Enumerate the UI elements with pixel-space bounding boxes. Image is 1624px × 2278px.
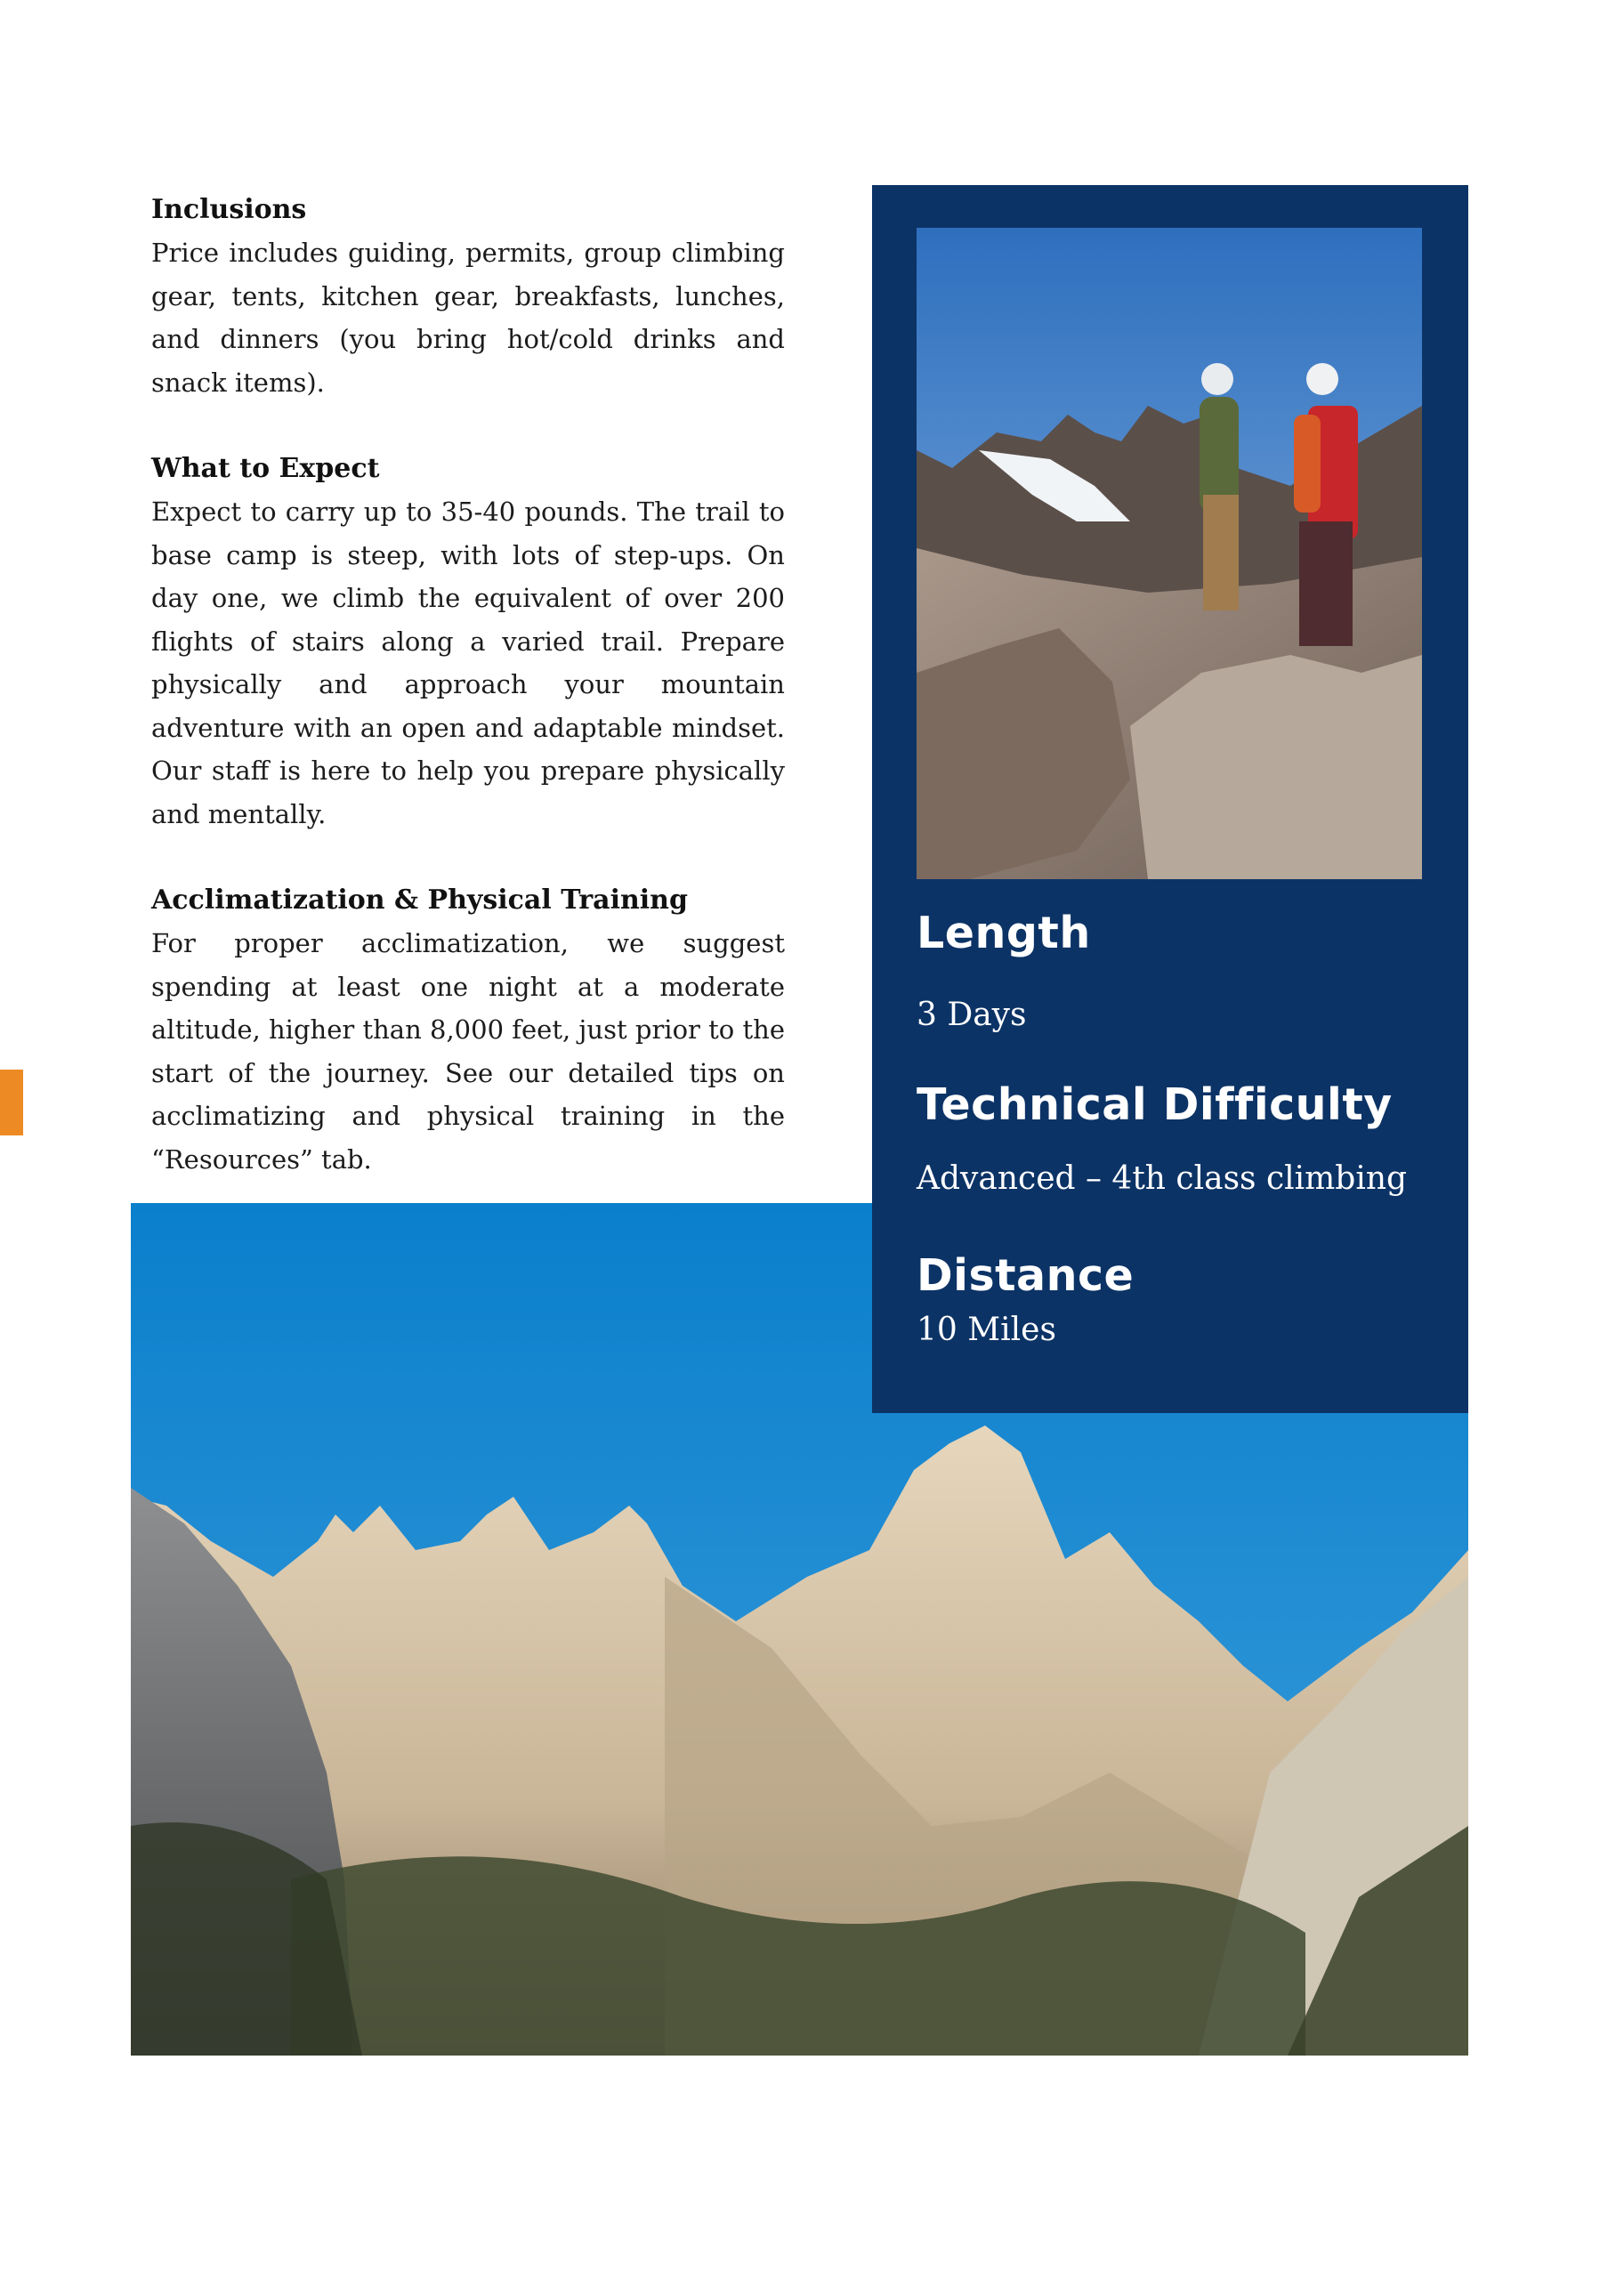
technical-difficulty-value: Advanced – 4th class climbing	[917, 1160, 1408, 1197]
length-value: 3 Days	[917, 997, 1027, 1033]
trip-details-text-column	[151, 189, 785, 1224]
inclusions-section	[151, 189, 785, 404]
acclimatization-body: For proper acclimatization, we suggest spending at least one night at a moderate altitude, higher than 8,000 feet, just prior to the start of the journey. See our detailed tips on acclimatizing and physical training in the “Resources” tab.	[151, 928, 785, 1175]
what-to-expect-section	[151, 448, 785, 836]
trip-stats-panel	[872, 185, 1468, 1413]
inclusions-heading: Inclusions	[151, 194, 307, 225]
what-to-expect-heading: What to Expect	[151, 453, 380, 484]
length-label: Length	[917, 908, 1091, 958]
acclimatization-section	[151, 879, 785, 1181]
what-to-expect-body: Expect to carry up to 35-40 pounds. The trail to base camp is steep, with lots of step-ups. On day one, we climb the equivalent of over 200 flights of stairs along a varied trail. Prepare physically and approach your mountain adventure with an open and adaptable mindset. Our staff is here to help you prepare physically and mentally.	[151, 497, 785, 829]
acclimatization-heading: Acclimatization & Physical Training	[151, 885, 688, 916]
distance-value: 10 Miles	[917, 1312, 1056, 1348]
technical-difficulty-label: Technical Difficulty	[917, 1079, 1393, 1130]
orange-page-marker	[0, 1070, 23, 1135]
inclusions-body: Price includes guiding, permits, group climbing gear, tents, kitchen gear, breakfasts, lunches, and dinners (you bring hot/cold drinks and snack items).	[151, 238, 785, 398]
climbers-on-ridge-photo	[917, 228, 1422, 879]
distance-label: Distance	[917, 1250, 1135, 1301]
